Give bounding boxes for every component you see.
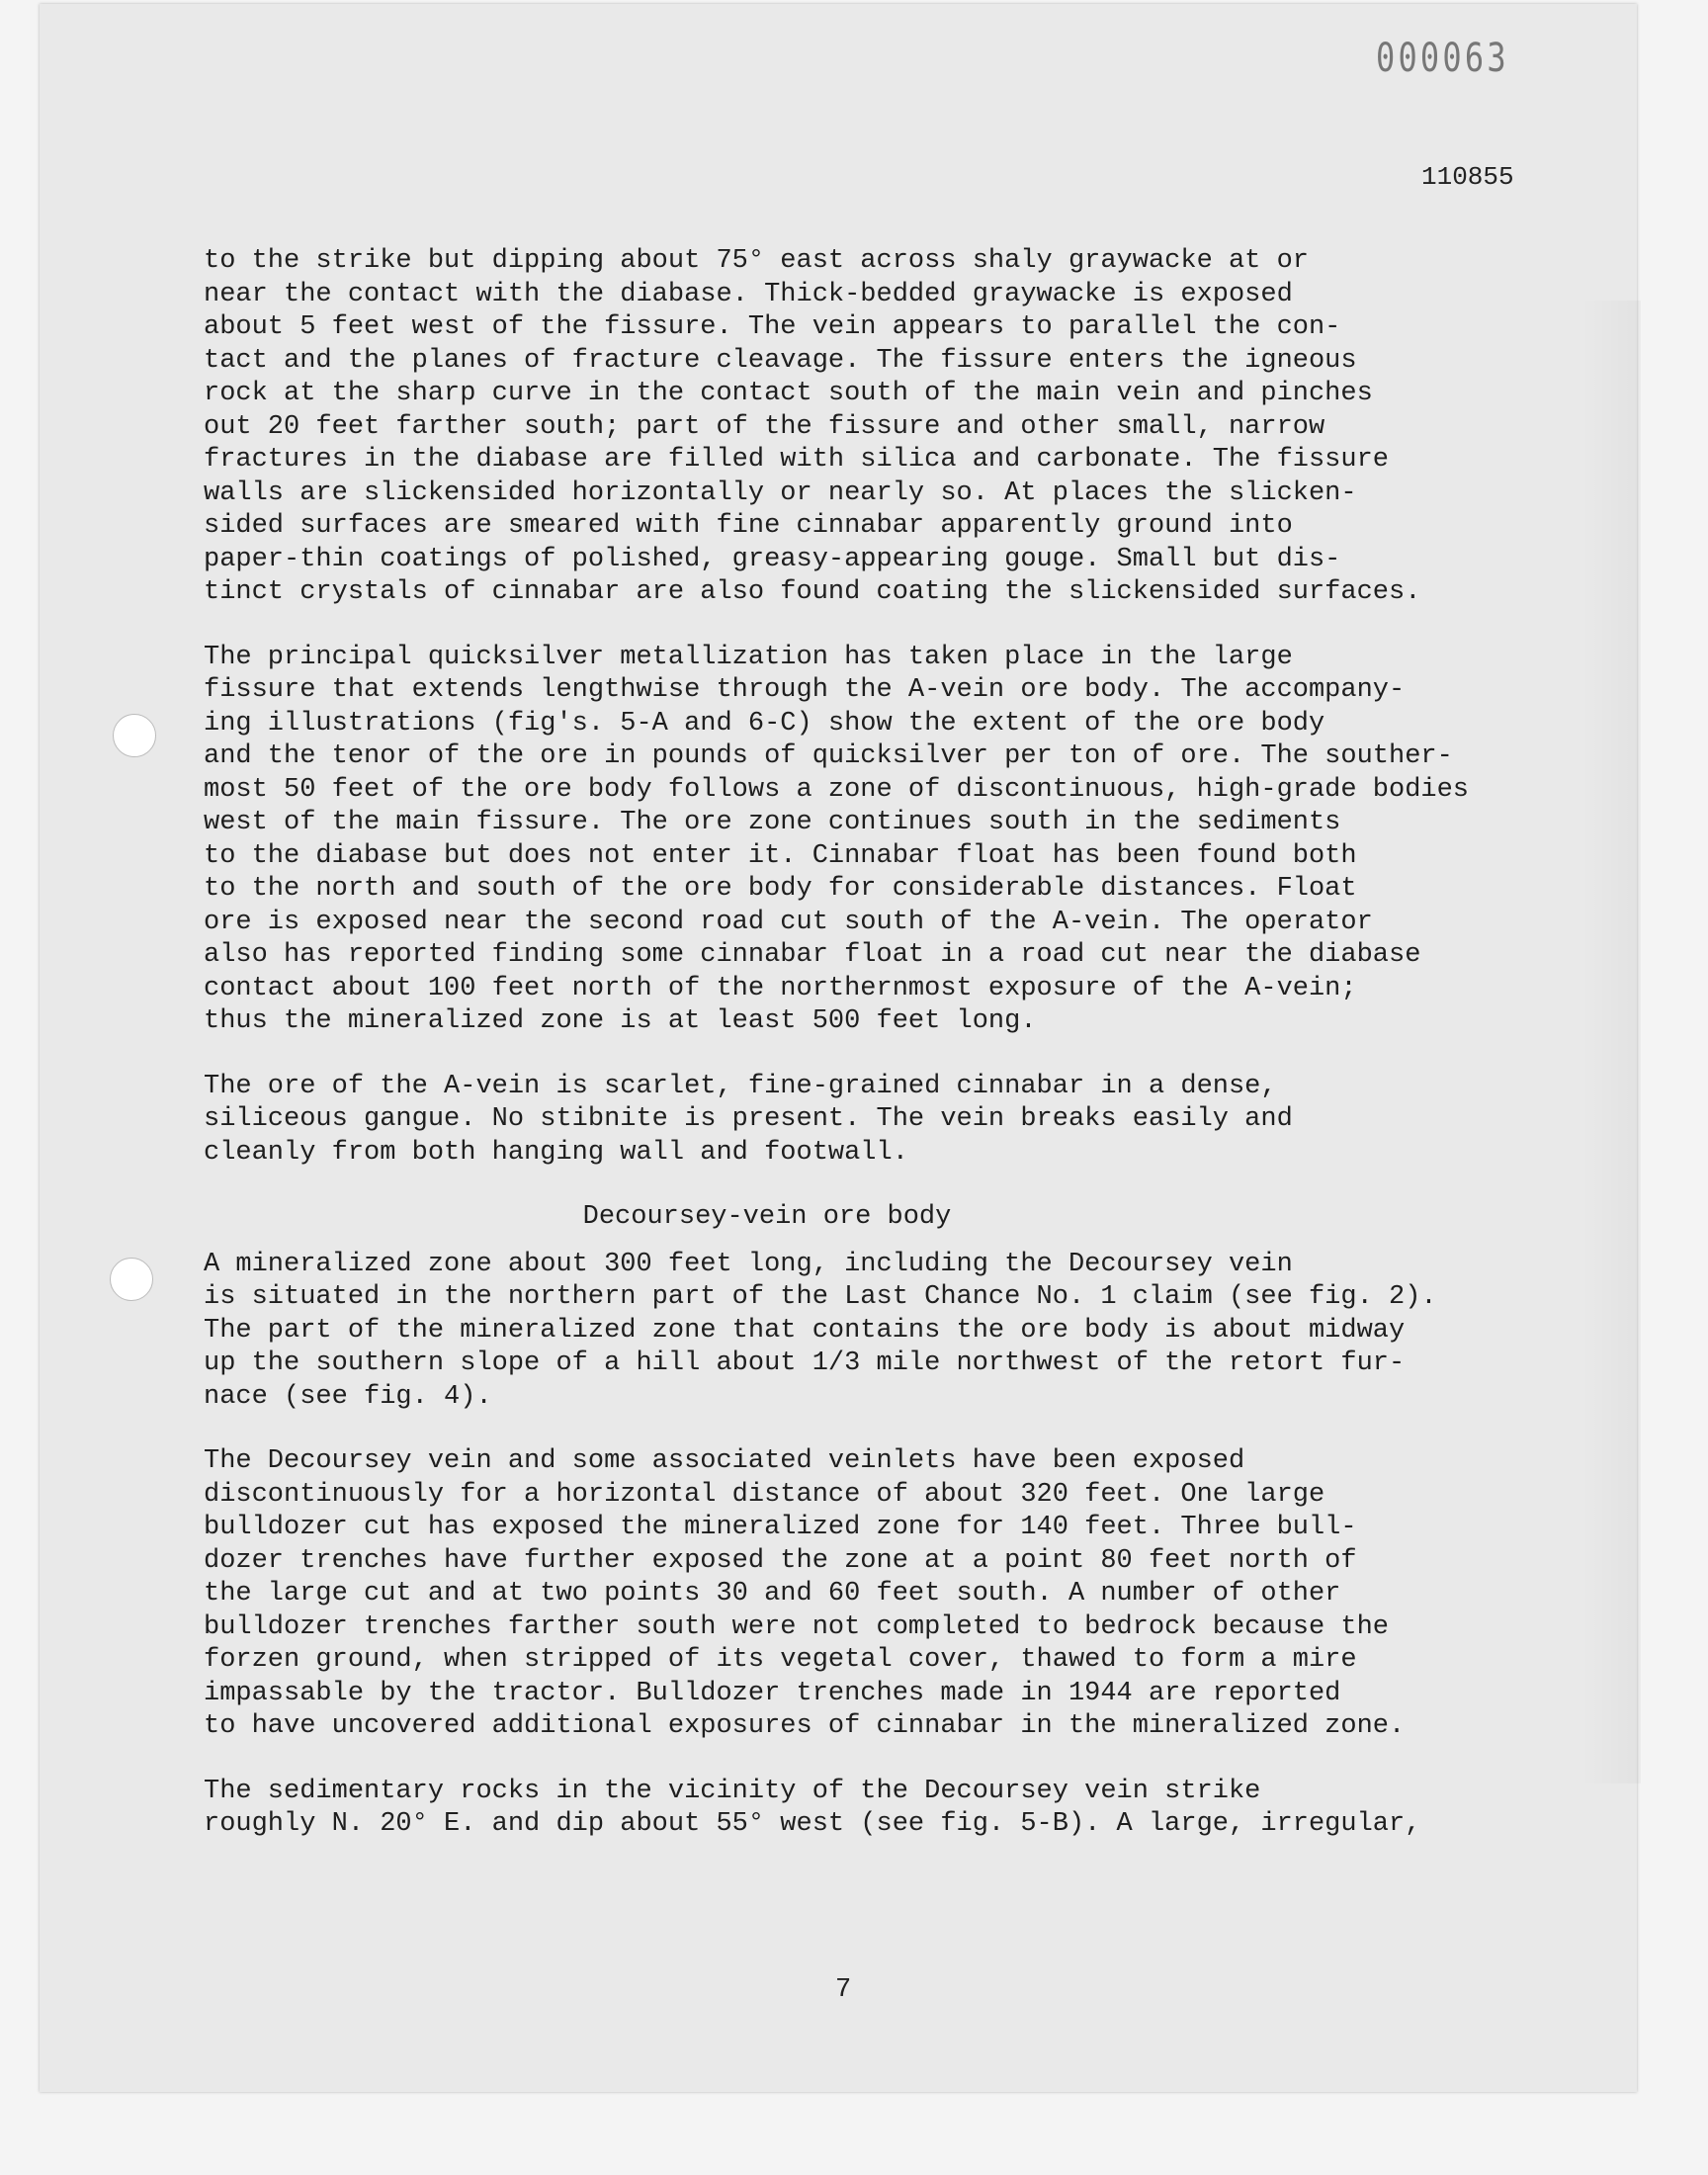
punch-hole-icon xyxy=(110,1258,153,1301)
paragraph-5: The Decoursey vein and some associated veinlets have been exposed discontinuously for a horizontal distance of about 320 feet. One large bulldozer cut has exposed the mineralized zone for 140 feet. Three bull- dozer trenches have further exposed the zone at a point 80 feet north of the large cut and at two points 30 and 60 feet south. A number of other bulldozer trenches farther south were not completed to bedrock because the forzen ground, when stripped of its vegetal cover, thawed to form a mire impassable by the tractor. Bulldozer trenches made in 1944 are reported to have uncovered additional exposures of cinnabar in the mineralized zone. xyxy=(204,1446,1406,1741)
document-number: 000063 xyxy=(1376,36,1509,81)
punch-hole-icon xyxy=(113,714,156,757)
page-shading xyxy=(1581,301,1641,1784)
paragraph-2: The principal quicksilver metallization has taken place in the large fissure that extends lengthwise through the A-vein ore body. The accompany- ing illustrations (fig's. 5-A and 6-C) show the extent of the ore body and the tenor of the ore in pounds of quicksilver per ton of ore. The souther- most 50 feet of the ore body follows a zone of discontinuous, high-grade bodies west of the main fissure. The ore zone continues south in the sediments to the diabase but does not enter it. Cinnabar float has been found both to the north and south of the ore body for considerable distances. Float ore is exposed near the second road cut south of the A-vein. The operator also has reported finding some cinnabar float in a road cut near the diabase contact about 100 feet north of the northernmost exposure of the A-vein; thus the mineralized zone is at least 500 feet long. xyxy=(204,642,1470,1036)
paragraph-6: The sedimentary rocks in the vicinity of the Decoursey vein strike roughly N. 20° E. and dip about 55° west (see fig. 5-B). A large, irregular, xyxy=(204,1776,1421,1839)
page-number: 7 xyxy=(835,1975,852,2005)
body-text xyxy=(204,245,1548,1842)
section-heading: Decoursey-vein ore body xyxy=(582,1202,952,1232)
paragraph-3: The ore of the A-vein is scarlet, fine-grained cinnabar in a dense, siliceous gangue. No stibnite is present. The vein breaks easily and cleanly from both hanging wall and footwall. xyxy=(204,1071,1293,1168)
paragraph-4: A mineralized zone about 300 feet long, including the Decoursey vein is situated in the northern part of the Last Chance No. 1 claim (see fig. 2). The part of the mineralized zone that contains the ore body is about midway up the southern slope of a hill about 1/3 mile northwest of the retort fur- nace (see fig. 4). xyxy=(204,1249,1437,1412)
paragraph-1: to the strike but dipping about 75° east across shaly graywacke at or near the contact with the diabase. Thick-bedded graywacke is exposed about 5 feet west of the fissure. The vein appears to parallel the con- tact and the planes of fracture cleavage. The fissure enters the igneous rock at the sharp curve in the contact south of the main vein and pinches out 20 feet farther south; part of the fissure and other small, narrow fractures in the diabase are filled with silica and carbonate. The fissure walls are slickensided horizontally or nearly so. At places the slicken- sided surfaces are smeared with fine cinnabar apparently ground into paper-thin coatings of polished, greasy-appearing gouge. Small but dis- tinct crystals of cinnabar are also found coating the slickensided surfaces. xyxy=(204,246,1421,607)
reference-number: 110855 xyxy=(1421,162,1514,192)
